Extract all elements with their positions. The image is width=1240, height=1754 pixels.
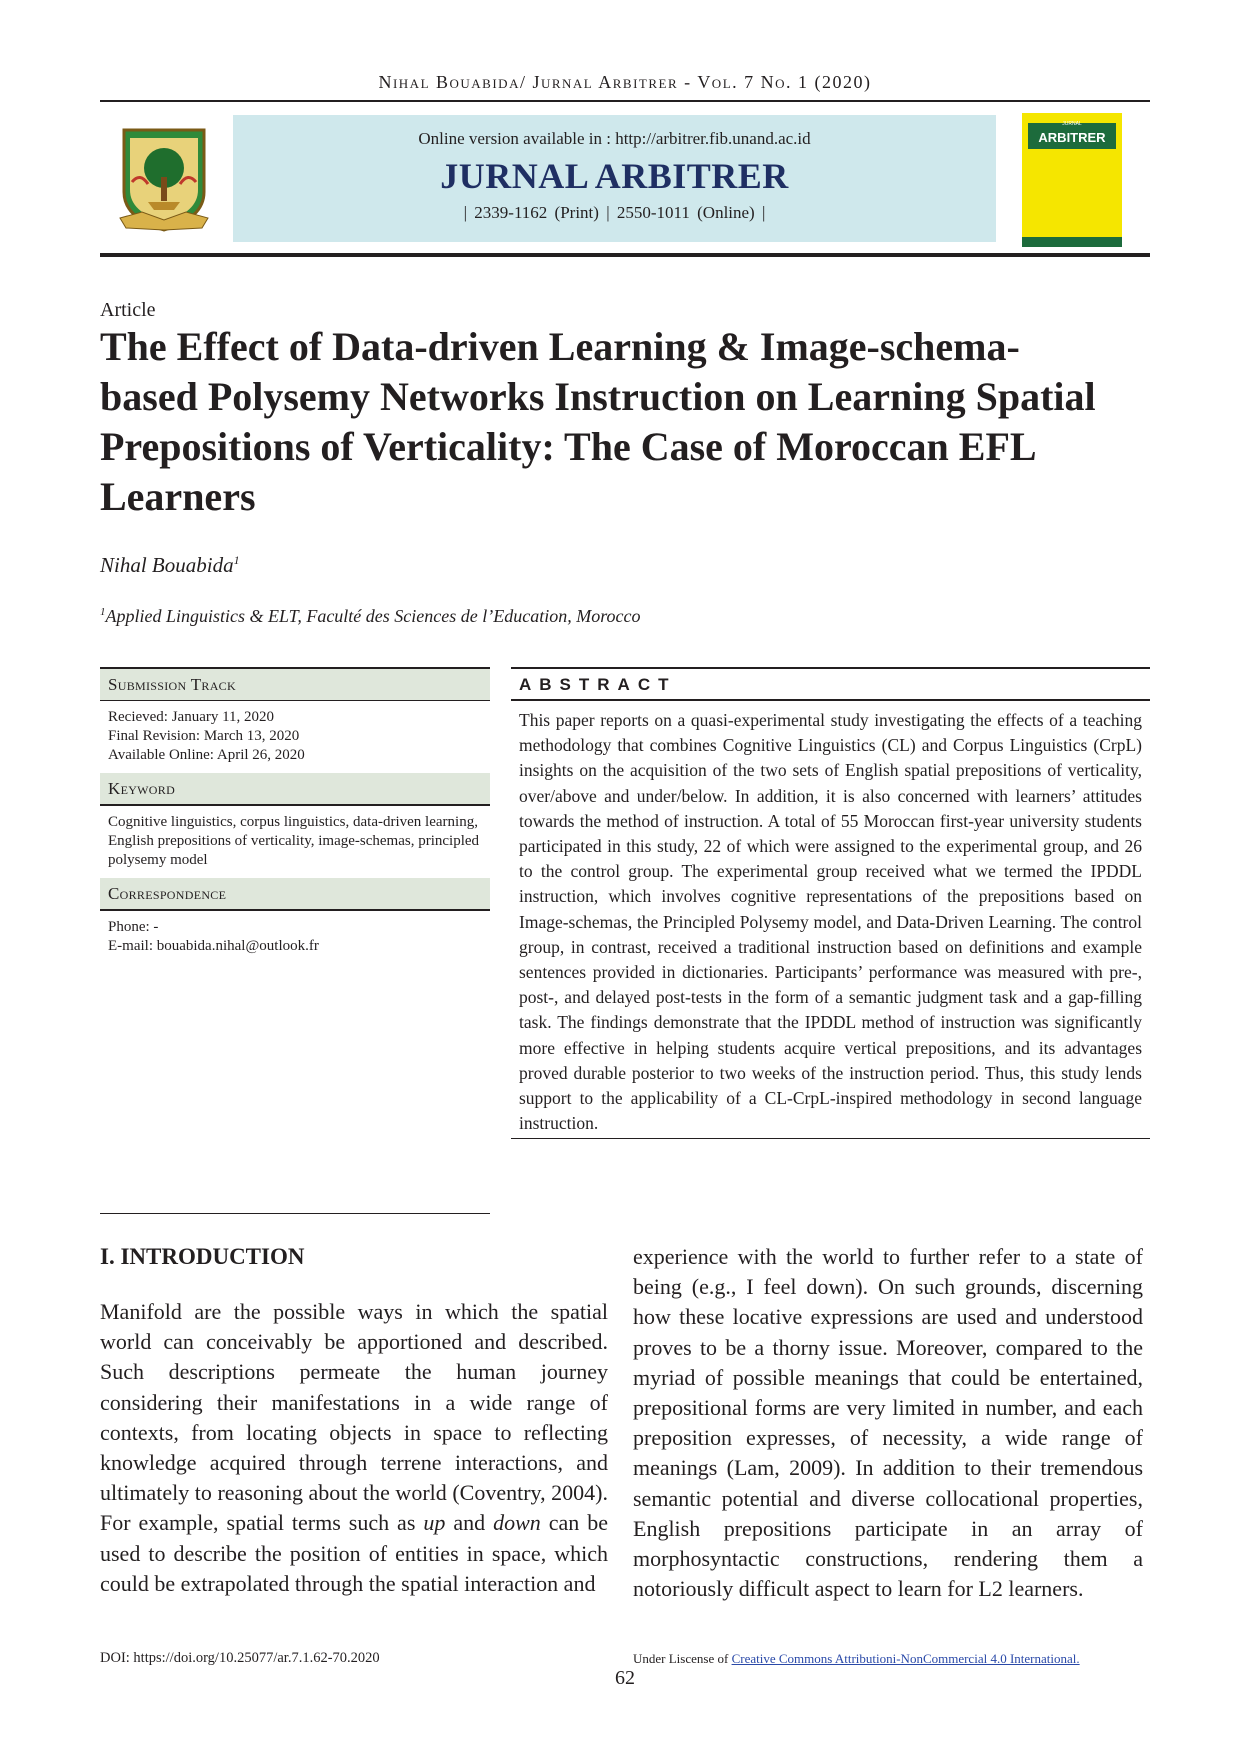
cover-title: ARBITRER	[1028, 123, 1116, 149]
correspondence-details	[100, 911, 490, 964]
intro-right-column: experience with the world to further refer to a state of being (e.g., I feel down). On such grounds, discerning how these locative expressions are used and understood proves to be a thorny issue. Moreover, compared to the myriad of possible meanings that could be entertained, prepositional forms are very limited in number, and each preposition expresses, of necessity, a wide range of meanings (Lam, 2009). In addition to their tremendous semantic potential and diverse collocational properties, English prepositions participate in an array of morphosyntactic constructions, rendering them a notoriously difficult aspect to learn for L2 learners.	[633, 1244, 1143, 1602]
keywords-text: Cognitive linguistics, corpus linguistics, data-driven learning, English prepositions of verticality, image-schemas, principled polysemy model	[108, 814, 480, 868]
journal-banner	[233, 115, 996, 242]
term-down: down	[493, 1510, 541, 1536]
license-footer	[633, 1651, 1080, 1667]
intro-left-column	[100, 1297, 608, 1599]
author-affil-marker: 1	[233, 553, 240, 567]
abstract-body: This paper reports on a quasi-experimental study investigating the effects of a teaching methodology that combines Cognitive Linguistics (CL) and Corpus Linguistics (CrpL) insights on the acquisition of the two sets of English spatial prepositions of verticality, over/above and under/below. In addition, it is also concerned with learners’ attitudes towards the method of instruction. A total of 55 Moroccan first-year university students participated in this study, 22 of which were assigned to the experimental group, and 26 to the control group. The experimental group received what we termed the IPDDL instruction, which involves cognitive representations of the prepositions based on Image-schemas, the Principled Polysemy model, and Data-Driven Learning. The control group, in contrast, received a traditional instruction based on definitions and example sentences provided in dictionaries. Participants’ performance was measured with pre-, post-, and delayed post-tests in the form of a semantic judgment task and a gap-filling task. The findings demonstrate that the IPDDL method of instruction was significantly more effective in helping students acquire vertical prepositions, and its advantages proved durable posterior to two weeks of the instruction period. Thus, this study lends support to the applicability of a CL-CrpL-inspired methodology in second language instruction.	[519, 710, 1142, 1134]
journal-cover-icon	[1022, 113, 1122, 247]
article-info-sidebar	[100, 667, 490, 964]
phone-line: Phone: -	[108, 919, 159, 935]
header-rule	[100, 100, 1150, 102]
doi-footer: DOI: https://doi.org/10.25077/ar.7.1.62-70.2020	[100, 1650, 380, 1666]
author-name	[100, 553, 240, 578]
license-link[interactable]: Creative Commons Attributioni-NonCommercial 4.0 International.	[731, 1651, 1080, 1666]
keyword-heading: Keyword	[100, 773, 490, 804]
author-name-text: Nihal Bouabida	[100, 553, 234, 577]
issn-line: | 2339-1162 (Print) | 2550-1011 (Online) |	[463, 203, 766, 222]
sidebar-bottom-rule	[100, 1213, 490, 1214]
article-title: The Effect of Data-driven Learning & Image-schema-based Polysemy Networks Instruction on Learning Spatial Prepositions of Verticality: The Case of Moroccan EFL Learners	[100, 324, 1096, 519]
introduction-heading: I. INTRODUCTION	[100, 1244, 305, 1269]
available-online-date: Available Online: April 26, 2020	[108, 747, 305, 763]
final-revision-date: Final Revision: March 13, 2020	[108, 728, 300, 744]
intro-text: Manifold are the possible ways in which the spatial world can conceivably be apportioned and described. Such descriptions permeate the human journey considering their manifestations in a wide range of contexts, from locating objects in space to reflecting knowledge acquired through terrene interactions, and ultimately to reasoning about the world (Coventry, 2004). For example, spatial terms such as	[100, 1299, 608, 1536]
affiliation-marker: 1	[100, 606, 106, 618]
affiliation-text: Applied Linguistics & ELT, Faculté des Sciences de l’Education, Morocco	[105, 606, 641, 626]
abstract-section	[511, 667, 1150, 1139]
header-thick-rule	[100, 253, 1150, 257]
submission-dates	[100, 701, 490, 773]
article-type-label: Article	[100, 299, 156, 321]
intro-text: and	[445, 1510, 494, 1536]
abstract-heading: ABSTRACT	[519, 675, 677, 694]
university-seal-icon	[118, 122, 210, 234]
online-version-text: Online version available in : http://arbitrer.fib.unand.ac.id	[418, 129, 811, 148]
cover-footer-band	[1022, 237, 1122, 247]
cover-small-label: JURNAL	[1062, 121, 1082, 127]
affiliation	[100, 606, 641, 627]
license-prefix: Under Liscense of	[633, 1651, 732, 1666]
email-line: E-mail: bouabida.nihal@outlook.fr	[108, 938, 319, 954]
term-up: up	[423, 1510, 446, 1536]
intro-text: can be used to describe the position of entities in space, which could be extrapolated through the spatial interaction and	[100, 1510, 609, 1596]
correspondence-heading: Correspondence	[100, 878, 490, 909]
page-number: 62	[615, 1667, 635, 1689]
running-head: Nihal Bouabida/ Jurnal Arbitrer - Vol. 7 No. 1 (2020)	[378, 72, 872, 92]
journal-name: JURNAL ARBITRER	[440, 156, 789, 196]
submission-track-heading: Submission Track	[100, 669, 490, 700]
received-date: Recieved: January 11, 2020	[108, 709, 275, 725]
abstract-bottom-rule	[511, 1138, 1150, 1139]
